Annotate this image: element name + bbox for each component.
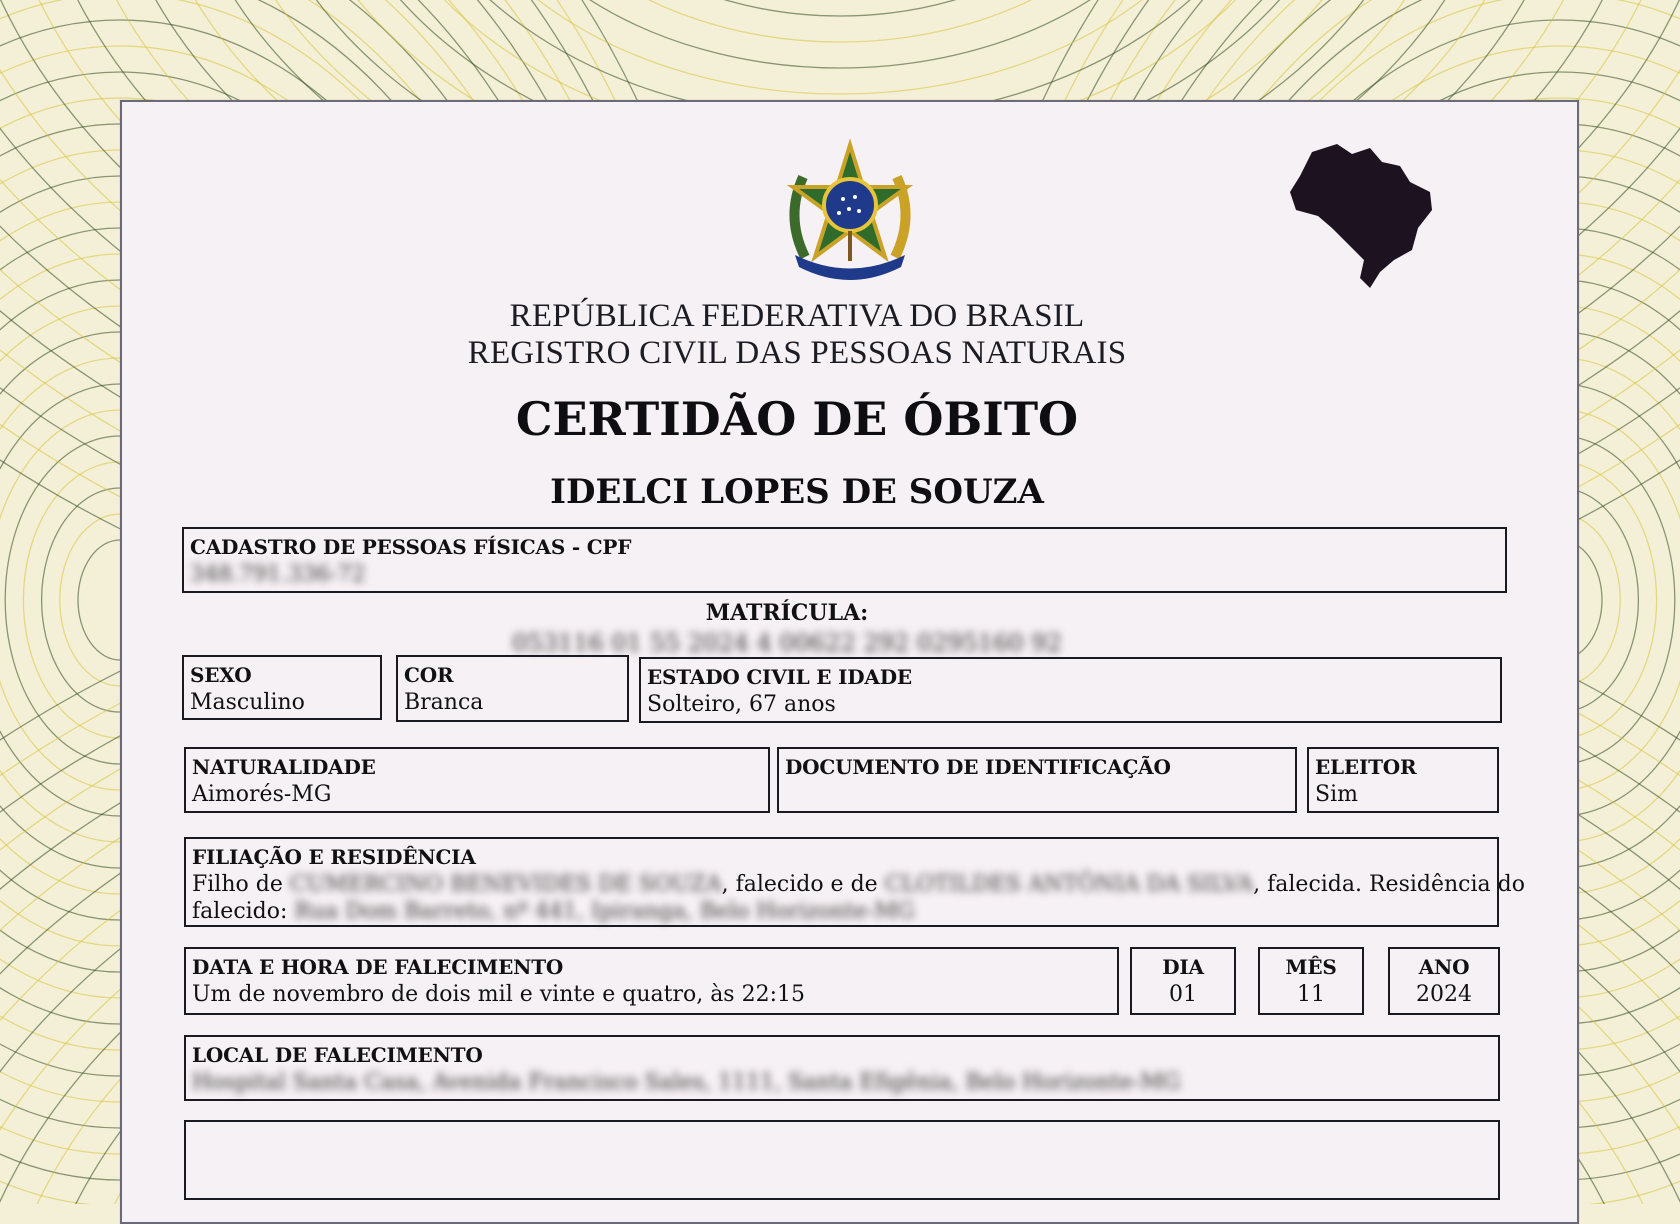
documento-label: DOCUMENTO DE IDENTIFICAÇÃO — [785, 755, 1171, 779]
ano-value: 2024 — [1416, 982, 1472, 1007]
brazil-coat-of-arms-icon — [775, 137, 925, 287]
matricula-value: 053116 01 55 2024 4 00622 292 0295160 92 — [512, 629, 1062, 657]
sexo-value: Masculino — [190, 690, 305, 715]
eleitor-label: ELEITOR — [1315, 755, 1417, 779]
cpf-field — [182, 527, 1507, 593]
guilloche-line — [501, 0, 1179, 42]
cor-field — [396, 655, 629, 722]
naturalidade-field — [184, 747, 770, 813]
filiacao-text-residencia: falecido: — [192, 899, 288, 924]
document-title: CERTIDÃO DE ÓBITO — [515, 392, 1079, 446]
next-field-partial — [184, 1120, 1500, 1200]
falecimento-field — [184, 947, 1119, 1015]
residence-address: Rua Dom Barreto, nº 441, Ipiranga, Belo Horizonte-MG — [294, 899, 915, 924]
filiacao-field — [184, 837, 1525, 927]
sexo-label: SEXO — [190, 663, 252, 687]
registry-heading: REGISTRO CIVIL DAS PESSOAS NATURAIS — [467, 335, 1127, 371]
certificate-sheet — [120, 100, 1579, 1224]
father-name: CUMERCINO BENEVIDES DE SOUZA — [289, 872, 722, 897]
estado-civil-field — [639, 657, 1502, 723]
filiacao-text-filho: Filho de — [192, 872, 283, 897]
dia-label: DIA — [1162, 955, 1204, 979]
filiacao-line2 — [192, 899, 915, 924]
eleitor-value: Sim — [1315, 782, 1358, 807]
cpf-value: 348.791.336-72 — [190, 562, 366, 587]
naturalidade-label: NATURALIDADE — [192, 755, 376, 779]
mother-name: CLOTILDES ANTÔNIA DA SILVA — [884, 872, 1254, 897]
mes-field — [1258, 947, 1364, 1015]
cor-value: Branca — [404, 690, 484, 715]
guilloche-line — [538, 0, 1143, 16]
local-label: LOCAL DE FALECIMENTO — [192, 1043, 483, 1067]
deceased-name: IDELCI LOPES DE SOUZA — [550, 472, 1044, 512]
filiacao-text-falecido: , falecido e de — [721, 872, 878, 897]
falecimento-value: Um de novembro de dois mil e vinte e quatro, às 22:15 — [192, 982, 805, 1007]
guilloche-line — [428, 0, 1251, 94]
estado-civil-label: ESTADO CIVIL E IDADE — [647, 665, 912, 689]
filiacao-label: FILIAÇÃO E RESIDÊNCIA — [192, 845, 476, 869]
filiacao-line1 — [192, 872, 1525, 897]
filiacao-text-falecida: , falecida. Residência do — [1253, 872, 1525, 897]
falecimento-label: DATA E HORA DE FALECIMENTO — [192, 955, 564, 979]
ano-field — [1388, 947, 1500, 1015]
mes-label: MÊS — [1285, 955, 1337, 979]
local-value: Hospital Santa Casa, Avenida Francisco Sales, 1111, Santa Efigênia, Belo Horizonte-MG — [192, 1070, 1181, 1095]
sexo-field — [182, 655, 382, 720]
cor-label: COR — [404, 663, 454, 687]
naturalidade-value: Aimorés-MG — [192, 782, 332, 807]
matricula-label: MATRÍCULA: — [705, 600, 869, 626]
guilloche-line — [465, 0, 1215, 68]
ano-label: ANO — [1418, 955, 1470, 979]
eleitor-field — [1307, 747, 1499, 813]
documento-field — [777, 747, 1297, 813]
dia-value: 01 — [1169, 982, 1197, 1007]
country-heading: REPÚBLICA FEDERATIVA DO BRASIL — [509, 298, 1085, 334]
cpf-label: CADASTRO DE PESSOAS FÍSICAS - CPF — [190, 535, 632, 559]
brazil-map-icon — [1282, 132, 1442, 292]
local-field — [184, 1035, 1500, 1101]
dia-field — [1130, 947, 1236, 1015]
mes-value: 11 — [1297, 982, 1325, 1007]
estado-civil-value: Solteiro, 67 anos — [647, 692, 836, 717]
